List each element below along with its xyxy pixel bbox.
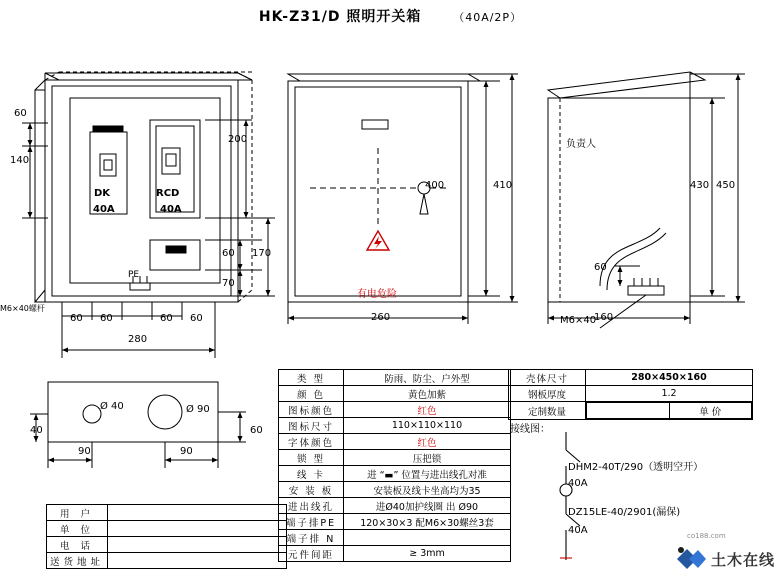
right-value: 1.2 [586, 386, 753, 402]
dim-70: 70 [222, 278, 235, 289]
dim-260: 260 [371, 312, 391, 323]
spec-key: 元件间距 [279, 546, 344, 562]
spec-value [344, 530, 511, 546]
table-row [279, 498, 511, 514]
spec-key: 端子排 N [279, 530, 344, 546]
hole-40-label: Ø 40 [100, 401, 124, 412]
page-title-sub: （40A/2P） [453, 11, 523, 24]
spec-value: 防雨、防尘、户外型 [344, 370, 511, 386]
dim-400: 400 [425, 180, 445, 191]
pe-label: PE [128, 270, 140, 280]
hole-dim-40: 40 [30, 425, 43, 436]
table-row [279, 514, 511, 530]
right-key2: 单 价 [669, 403, 752, 419]
dk-rating: 40A [93, 204, 115, 215]
hole-dim-90-right: 90 [180, 446, 193, 457]
spec-table [278, 369, 511, 562]
wiring-item-3: 40A [568, 525, 588, 536]
dim-160: 160 [594, 312, 614, 323]
user-value[interactable] [108, 553, 287, 569]
spec-key: 颜 色 [279, 386, 344, 402]
table-row [509, 386, 753, 402]
spec-value: 安装板及线卡坐高均为35 [344, 482, 511, 498]
table-row [47, 553, 287, 569]
dim-140: 140 [10, 155, 30, 166]
table-row [279, 434, 511, 450]
right-value[interactable] [587, 403, 670, 419]
spec-key: 类 型 [279, 370, 344, 386]
dim-b60-1: 60 [70, 313, 83, 324]
dim-b60-2: 60 [100, 313, 113, 324]
table-row [279, 370, 511, 386]
dim-60-mid: 60 [222, 248, 235, 259]
hole-90-label: Ø 90 [186, 404, 210, 415]
dim-b60-3: 60 [160, 313, 173, 324]
dim-b60-4: 60 [190, 313, 203, 324]
user-key: 电 话 [47, 537, 108, 553]
user-value[interactable] [108, 521, 287, 537]
watermark [673, 532, 775, 574]
table-row [279, 386, 511, 402]
rcd-rating: 40A [160, 204, 182, 215]
spec-key: 锁 型 [279, 450, 344, 466]
dim-450: 450 [716, 180, 736, 191]
table-row [509, 402, 753, 420]
side-dim-60: 60 [594, 262, 607, 273]
spec-key: 安 装 板 [279, 482, 344, 498]
rcd-label: RCD [156, 188, 180, 199]
owner-label: 负责人 [566, 139, 596, 150]
spec-value: 进Ø40加护线圈 出 Ø90 [344, 498, 511, 514]
table-row [279, 466, 511, 482]
right-spec-table [508, 369, 753, 420]
table-row [47, 537, 287, 553]
table-row [279, 450, 511, 466]
wiring-item-2: DZ15LE-40/2901(漏保) [568, 507, 681, 518]
spec-key: 图标尺寸 [279, 418, 344, 434]
watermark-logo [673, 544, 707, 574]
table-row [279, 546, 511, 562]
spec-value: 红色 [344, 402, 511, 418]
warning-label: 有电危险 [357, 289, 397, 300]
dim-60-top: 60 [14, 108, 27, 119]
spec-value: 黄色加紫 [344, 386, 511, 402]
right-key: 壳体尺寸 [509, 370, 586, 386]
spec-value: 110×110×110 [344, 418, 511, 434]
spec-value: 红色 [344, 434, 511, 450]
dim-200: 200 [228, 134, 248, 145]
user-key: 送货地址 [47, 553, 108, 569]
wiring-diagram [540, 432, 600, 567]
table-row [509, 370, 753, 386]
user-key: 用 户 [47, 505, 108, 521]
dim-170: 170 [252, 248, 272, 259]
table-row [279, 530, 511, 546]
user-value[interactable] [108, 505, 287, 521]
side-screw-label: M6×40 [560, 315, 597, 326]
table-row [279, 402, 511, 418]
spec-value: ≥ 3mm [344, 546, 511, 562]
wiring-item-0: DHM2-40T/290（透明空开） [568, 462, 704, 473]
dk-label: DK [94, 188, 111, 199]
dim-280: 280 [128, 334, 148, 345]
right-key: 定制数量 [509, 402, 586, 420]
watermark-text: 土木在线 [710, 550, 775, 569]
drawing-area [0, 28, 781, 378]
spec-value: 压把锁 [344, 450, 511, 466]
table-row [47, 505, 287, 521]
user-key: 单 位 [47, 521, 108, 537]
wiring-diagram-label: 接线图： [510, 424, 550, 435]
right-key: 钢板厚度 [509, 386, 586, 402]
spec-key: 图标颜色 [279, 402, 344, 418]
user-value[interactable] [108, 537, 287, 553]
dim-410: 410 [493, 180, 513, 191]
spec-key: 进出线孔 [279, 498, 344, 514]
user-table [46, 504, 287, 569]
front-screw-label: M6×40螺杆 [0, 304, 45, 313]
page-title [0, 6, 781, 26]
spec-key: 端子排PE [279, 514, 344, 530]
spec-value: 120×30×3 配M6×30螺丝3套 [344, 514, 511, 530]
watermark-sub: co188.com [686, 532, 726, 540]
hole-dim-60: 60 [250, 425, 263, 436]
table-row [279, 482, 511, 498]
table-row [279, 418, 511, 434]
spec-key: 线 卡 [279, 466, 344, 482]
spec-value: 进 “▬” 位置与进出线孔对准 [344, 466, 511, 482]
page-title-main: HK-Z31/D 照明开关箱 [258, 9, 422, 25]
spec-key: 字体颜色 [279, 434, 344, 450]
hole-dim-90-left: 90 [78, 446, 91, 457]
wiring-item-1: 40A [568, 478, 588, 489]
right-value: 280×450×160 [586, 370, 753, 386]
table-row [47, 521, 287, 537]
dim-430: 430 [690, 180, 710, 191]
